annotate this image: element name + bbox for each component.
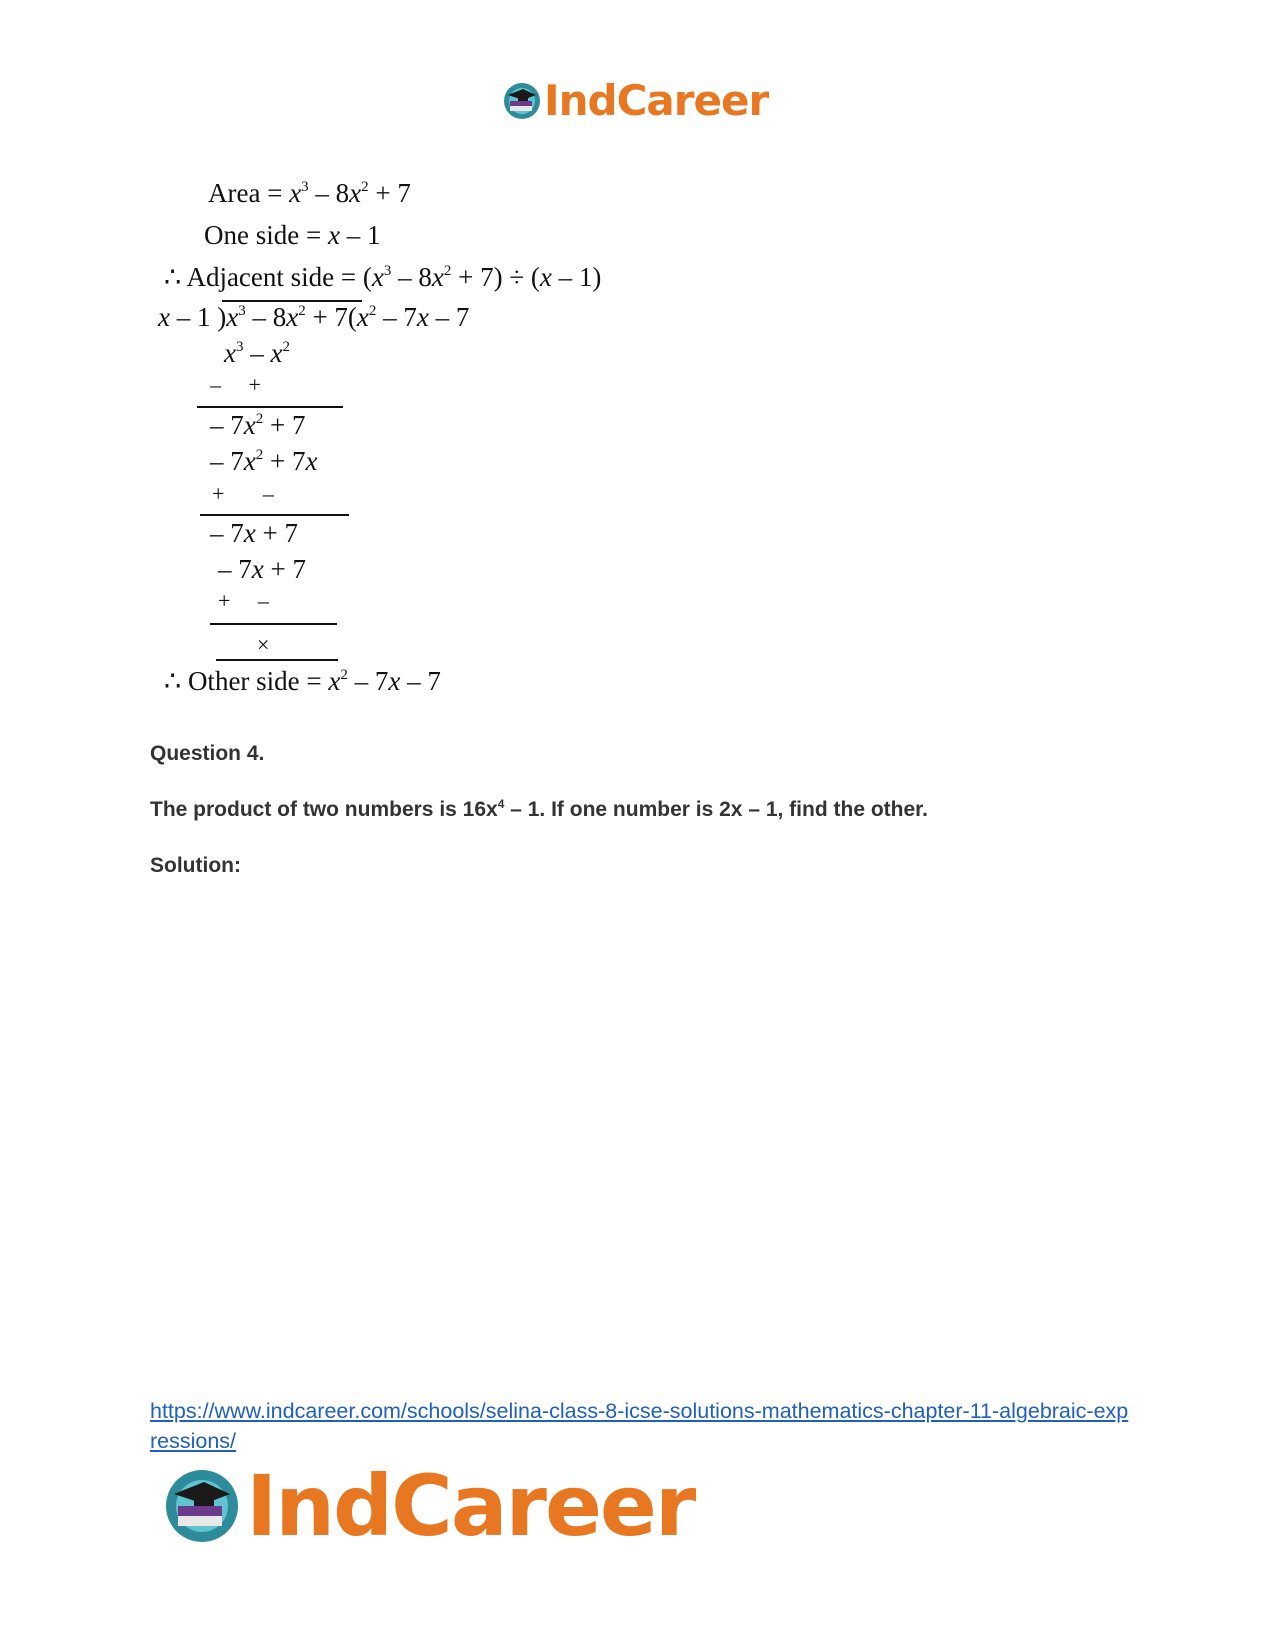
adjacent-side-line: ∴ Adjacent side = $(x^3 - 8x^2 + 7) \div (x - 1)$ — [164, 262, 602, 292]
books-graduation-cap-icon — [502, 81, 542, 121]
brand-wordmark: IndCareer — [544, 76, 769, 125]
step-1-signs: – + — [210, 372, 261, 397]
source-link[interactable]: https://www.indcareer.com/schools/selina-class-8-icse-solutions-mathematics-chapter-11-algebraic-expressions/ — [150, 1399, 1129, 1453]
zero-remainder-mark: × — [257, 632, 270, 657]
question-heading: Question 4. — [150, 742, 265, 765]
step-3-subtract: – 7x + 7 — [218, 554, 306, 584]
brand-wordmark: IndCareer — [246, 1457, 695, 1555]
step-2-signs: + – — [212, 481, 274, 506]
step-1-rule — [197, 406, 343, 408]
step-3-signs: + – — [218, 588, 269, 613]
books-graduation-cap-icon — [162, 1466, 242, 1546]
step-2-rule — [200, 514, 349, 516]
step-1-subtract: $x^3 - x^2$ — [224, 338, 290, 368]
other-side-result: ∴ Other side = $x^2 - 7x - 7$ — [164, 666, 441, 696]
solution-label: Solution: — [150, 854, 241, 877]
step-3-rule — [210, 623, 337, 625]
division-line: x – 1 )$x^3 - 8x^2 + 7(x^2 - 7x - 7$ — [158, 302, 470, 332]
step-2-subtract: – $7x^2 + 7x$ — [210, 446, 318, 476]
step-3-remainder: – 7x + 7 — [210, 518, 298, 548]
step-2-remainder: – $7x^2 + 7$ — [210, 410, 306, 440]
one-side-line: One side = x – 1 — [204, 220, 381, 250]
question-text: The product of two numbers is $16x^4 - 1$. If one number is 2x – 1, find the other. — [150, 797, 929, 821]
indcareer-logo-bottom — [162, 1457, 695, 1555]
area-line: Area = $x^3 - 8x^2 + 7$ — [208, 178, 411, 208]
final-rule — [216, 659, 338, 661]
indcareer-logo-top — [502, 76, 769, 125]
